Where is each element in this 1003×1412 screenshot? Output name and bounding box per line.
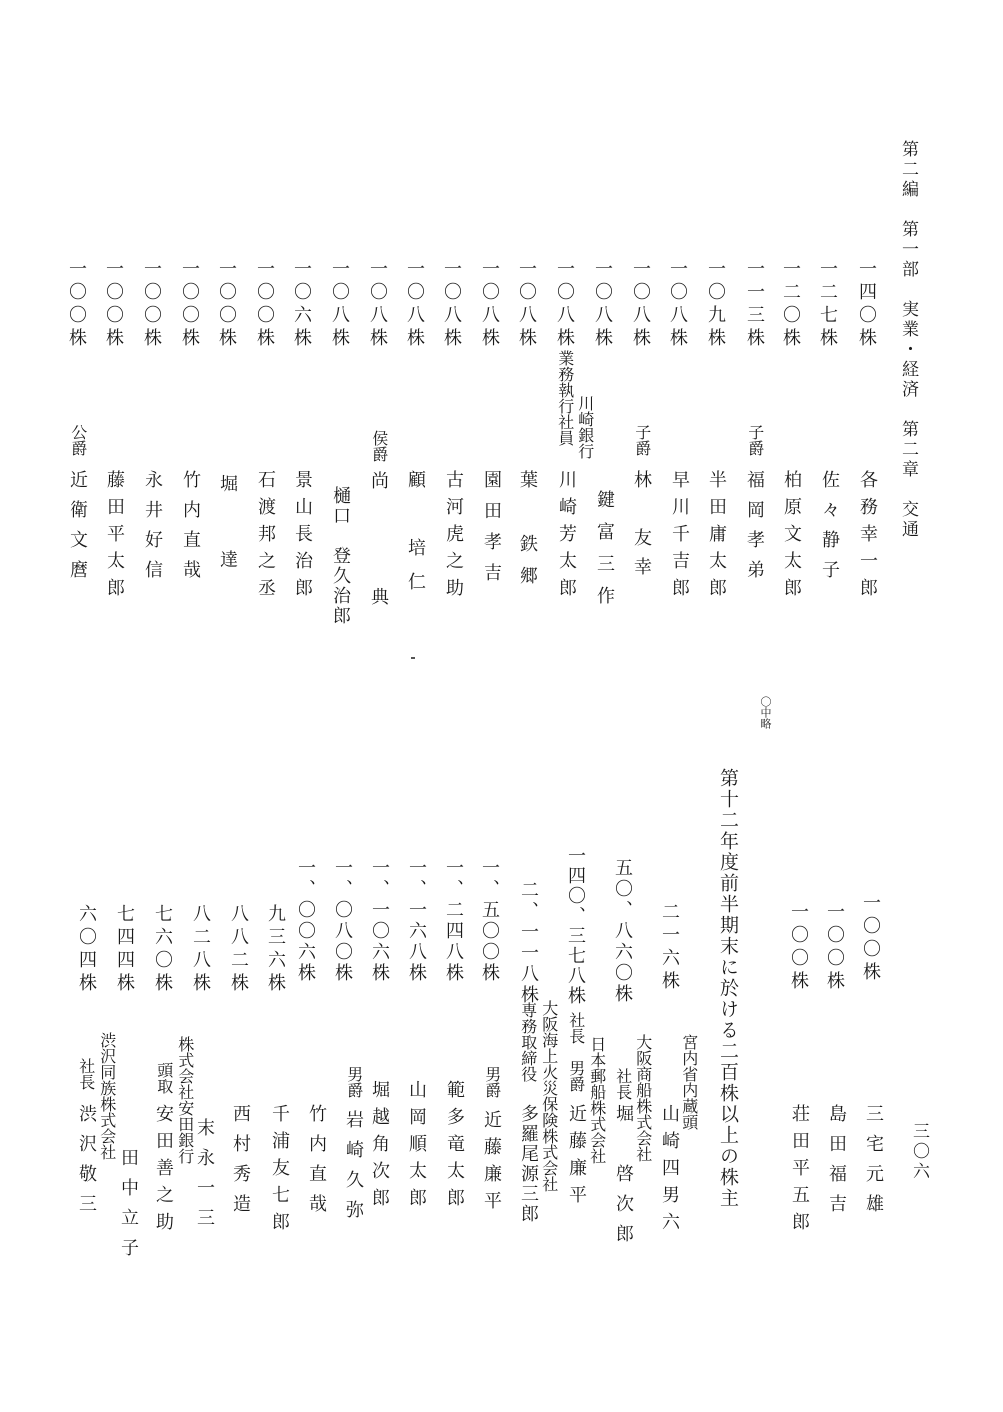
omission-note: 〇中略 — [759, 696, 772, 729]
shares-amount: 一〇〇株 — [179, 259, 200, 351]
shares-amount: 九三六株 — [265, 904, 286, 996]
print-speck — [411, 657, 415, 659]
shares-amount: 一〇〇株 — [66, 259, 87, 351]
shares-amount: 一〇八株 — [667, 259, 688, 351]
shareholder-name: 山岡順太郎 — [406, 1080, 427, 1215]
shares-amount: 一〇〇株 — [860, 893, 881, 985]
shareholder-name: 鍵富三作 — [594, 490, 615, 618]
shareholder-name: 渋沢敬三 — [76, 1104, 97, 1224]
shares-amount: 一〇八株 — [329, 259, 350, 351]
shareholder-name: 島田福吉 — [826, 1104, 847, 1224]
shares-amount: 一、二四八株 — [443, 858, 464, 984]
shareholder-name: 竹内直哉 — [180, 470, 201, 590]
shareholder-name: 末永一三 — [194, 1118, 215, 1238]
shareholder-title: 公爵 — [68, 424, 88, 456]
shares-amount: 一〇九株 — [705, 259, 726, 351]
shareholder-title-line: 頭取 — [154, 1062, 174, 1094]
shareholder-title: 侯爵 — [369, 430, 389, 462]
shareholder-name: 竹内直哉 — [306, 1104, 327, 1224]
shareholder-name: 荘田平五郎 — [789, 1104, 810, 1239]
shareholder-name: 尚 典 — [368, 471, 389, 645]
shares-amount: 一〇〇株 — [103, 259, 124, 351]
shareholder-title-line: 社長 — [76, 1058, 96, 1090]
shares-amount: 五〇、八六〇株 — [612, 858, 633, 1005]
shareholder-title-line: 社長 男爵 — [566, 1012, 586, 1092]
shares-amount: 一〇八株 — [479, 259, 500, 351]
shares-amount: 一〇八株 — [404, 259, 425, 351]
shares-amount: 八二八株 — [190, 904, 211, 996]
running-header: 第二編 第一部 実業・経済 第二章 交通 — [898, 140, 918, 540]
shareholder-name: 近藤廉平 — [481, 1110, 502, 1218]
shareholder-name: 近衛文麿 — [67, 470, 88, 590]
shareholder-title: 男爵 — [482, 1066, 502, 1098]
shares-amount: 一〇八株 — [592, 259, 613, 351]
page-number: 三〇六 — [909, 1122, 929, 1182]
shareholder-title: 子爵 — [632, 424, 652, 456]
shares-amount: 一一三株 — [744, 259, 765, 351]
shares-amount: 一二七株 — [817, 259, 838, 351]
shares-amount: 一〇八株 — [630, 259, 651, 351]
shareholder-name: 千浦友七郎 — [269, 1104, 290, 1239]
shareholder-name: 堀 啓次郎 — [613, 1104, 634, 1254]
shareholder-name: 近藤廉平 — [566, 1104, 587, 1212]
shareholder-name: 岩崎久弥 — [343, 1110, 364, 1230]
shareholder-title-line: 専務取締役 — [518, 1002, 538, 1082]
shares-amount: 一、〇〇六株 — [295, 858, 316, 984]
shareholder-name: 葉 鉄郷 — [517, 470, 538, 598]
shareholder-name: 柏原文太郎 — [781, 470, 802, 605]
shareholder-name: 西村秀造 — [230, 1104, 251, 1224]
shareholder-name: 範多竜太郎 — [444, 1080, 465, 1215]
shares-amount: 二一六株 — [659, 902, 680, 994]
shareholder-name: 田中立子 — [118, 1148, 139, 1268]
shareholder-name: 三宅元雄 — [863, 1104, 884, 1224]
shareholder-name: 樋口 登久治郎 — [330, 486, 351, 626]
shares-amount: 一、五〇〇株 — [479, 858, 500, 984]
shareholder-name: 景山長治郎 — [292, 470, 313, 605]
shareholder-title-line: 株式会社安田銀行 — [175, 1036, 195, 1164]
shareholder-name: 堀越角次郎 — [369, 1080, 390, 1215]
shares-amount: 一〇八株 — [441, 259, 462, 351]
shares-amount: 一〇〇株 — [788, 902, 809, 994]
shareholder-name: 石渡邦之丞 — [255, 470, 276, 605]
shareholder-title-line: 業務執行社員 — [555, 350, 575, 446]
shares-amount: 七四四株 — [114, 904, 135, 996]
shares-amount: 一、一〇六株 — [369, 858, 390, 984]
shares-amount: 一〇八株 — [367, 259, 388, 351]
shareholder-name: 林 友幸 — [631, 470, 652, 586]
shareholder-title: 宮内省内蔵頭 — [679, 1034, 699, 1130]
shareholder-title-line: 川崎銀行 — [575, 395, 595, 459]
shareholder-title-line: 大阪商船株式会社 — [633, 1034, 653, 1162]
shareholder-title-line: 社長 — [613, 1068, 633, 1100]
shares-amount: 一〇〇株 — [141, 259, 162, 351]
shares-amount: 一、一六八株 — [406, 858, 427, 984]
shareholder-title: 男爵 — [344, 1066, 364, 1098]
shares-amount: 一〇〇株 — [254, 259, 275, 351]
shares-amount: 一〇六株 — [291, 259, 312, 351]
shareholder-name: 永井好信 — [142, 470, 163, 590]
shareholder-name: 川崎芳太郎 — [556, 470, 577, 605]
shareholder-name: 顧 培仁 — [405, 470, 426, 606]
shares-amount: 一四〇、三七八株 — [565, 846, 586, 1006]
shareholder-title-line: 日本郵船株式会社 — [587, 1036, 607, 1164]
shares-amount: 七六〇株 — [152, 904, 173, 996]
shares-amount: 一〇八株 — [554, 259, 575, 351]
shares-amount: 一二〇株 — [780, 259, 801, 351]
shareholder-title-line: 大阪海上火災保険株式会社 — [539, 1000, 559, 1192]
shareholder-name: 藤田平太郎 — [104, 470, 125, 605]
shares-amount: 一〇〇株 — [824, 902, 845, 994]
shareholder-name: 山崎四男六 — [659, 1104, 680, 1239]
shareholder-title-line: 渋沢同族株式会社 — [97, 1032, 117, 1160]
shares-amount: 一四〇株 — [856, 259, 877, 351]
shareholder-name: 堀 達 — [217, 474, 238, 588]
section-title: 第十二年度前半期末に於ける二百株以上の株主 — [717, 768, 739, 1209]
shares-amount: 八八二株 — [228, 904, 249, 996]
shareholder-name: 多羅尾源三郎 — [518, 1104, 539, 1224]
shares-amount: 一〇〇株 — [216, 259, 237, 351]
shareholder-name: 古河虎之助 — [443, 470, 464, 605]
shareholder-name: 各務幸一郎 — [857, 470, 878, 605]
shareholder-name: 佐々静子 — [819, 470, 840, 590]
shareholder-name: 福岡孝弟 — [744, 470, 765, 590]
shareholder-title: 子爵 — [745, 424, 765, 456]
shares-amount: 二、一一八株 — [518, 880, 539, 1006]
shareholder-name: 半田庸太郎 — [706, 470, 727, 605]
shares-amount: 六〇四株 — [76, 904, 97, 996]
shareholder-name: 安田善之助 — [153, 1104, 174, 1239]
shareholder-name: 園田孝吉 — [481, 470, 502, 594]
shareholder-name: 早川千吉郎 — [669, 470, 690, 605]
shares-amount: 一、〇八〇株 — [332, 858, 353, 984]
shares-amount: 一〇八株 — [516, 259, 537, 351]
